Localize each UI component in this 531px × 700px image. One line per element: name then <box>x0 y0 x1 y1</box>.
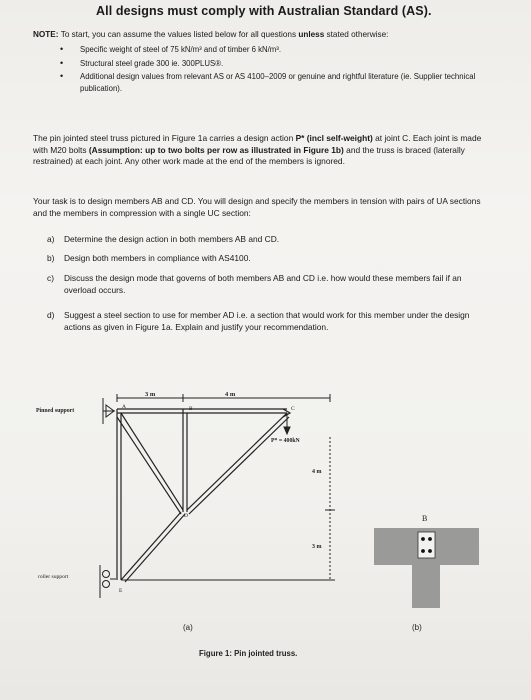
para1-a: The pin jointed steel truss pictured in Figure 1a carries a design action <box>33 133 296 143</box>
note-lead: NOTE: <box>33 30 61 39</box>
question-text: Design both members in compliance with AS4100. <box>64 253 251 263</box>
note-text-b: stated otherwise: <box>324 30 389 39</box>
dim-label-right-4m: 4 m <box>312 469 322 475</box>
bolt-icon <box>428 537 432 541</box>
para1-b: P* (incl self-weight) <box>295 133 373 143</box>
question-label: c) <box>47 273 54 283</box>
node-d-label: D <box>184 513 188 519</box>
subfigure-a-label: (a) <box>183 623 193 632</box>
bolt-plate <box>418 532 435 558</box>
pinned-support-label: Pinned support <box>36 408 75 414</box>
note-text-bold: unless <box>298 30 325 39</box>
page-title: All designs must comply with Australian Standard (AS). <box>96 4 432 18</box>
member-cd <box>187 413 287 510</box>
dim-label-4m: 4 m <box>225 391 236 398</box>
question-text: Discuss the design mode that governs of both members AB and CD i.e. how would these members fail if an overload occurs. <box>64 273 462 295</box>
member-de-inner <box>125 514 185 582</box>
question-label: d) <box>47 310 55 320</box>
para1-d: (Assumption: up to two bolts per row as illustrated in Figure 1b) <box>88 144 344 155</box>
roller-support-label: roller support <box>38 574 69 580</box>
roller-support <box>100 565 116 598</box>
question-text: Determine the design action in both members AB and CD. <box>64 234 280 244</box>
question-text: Suggest a steel section to use for member AD i.e. a section that would work for this member under the design actions as given in Figure 1a. Explain and justify your recommendation. <box>64 310 470 332</box>
member-ad <box>121 413 183 510</box>
figure-caption: Figure 1: Pin jointed truss. <box>199 649 298 658</box>
bolt-icon <box>428 549 432 553</box>
question-label: a) <box>47 234 55 244</box>
connection-letter: B <box>422 514 428 523</box>
connection-detail <box>374 514 479 608</box>
member-ad-inner <box>117 417 181 514</box>
assumption-item: • Specific weight of steel of 75 kN/m³ and of timber 6 kN/m³. <box>60 44 490 56</box>
task-paragraph: Your task is to design members AB and CD. You will design and specify the members in tension with pairs of UA sections and the members in compression with a single UC section: <box>33 196 481 218</box>
truss-members <box>117 409 290 582</box>
node-c-label: C <box>291 406 295 412</box>
node-e-label: E <box>119 588 123 594</box>
assumption-item: • Additional design values from relevant AS or AS 4100–2009 or genuine and rightful literature (ie. Supplier technical publication). <box>60 71 490 94</box>
load-label: P* = 400kN <box>271 438 300 444</box>
subfigure-b-label: (b) <box>412 623 422 632</box>
pinned-support <box>103 398 115 424</box>
bolt-icon <box>421 537 425 541</box>
member-cd-inner <box>189 417 289 514</box>
assumption-item: • Structural steel grade 300 ie. 300PLUS®. <box>60 58 490 70</box>
dim-label-right-3m: 3 m <box>312 544 322 550</box>
note-text-a: To start, you can assume the values listed below for all questions <box>60 30 299 39</box>
question-label: b) <box>47 253 55 263</box>
para1-c: at joint C. Each joint is made with M20 bolts <box>33 133 482 155</box>
bolt-icon <box>421 549 425 553</box>
para1-e: and the truss is braced (laterally restrained) at each joint. Any other work made at the end of the members is ignored. <box>33 144 465 167</box>
dim-label-3m: 3 m <box>145 391 156 398</box>
node-b-label: B <box>189 406 193 412</box>
node-a-label: A <box>122 404 126 410</box>
member-de <box>121 512 181 580</box>
